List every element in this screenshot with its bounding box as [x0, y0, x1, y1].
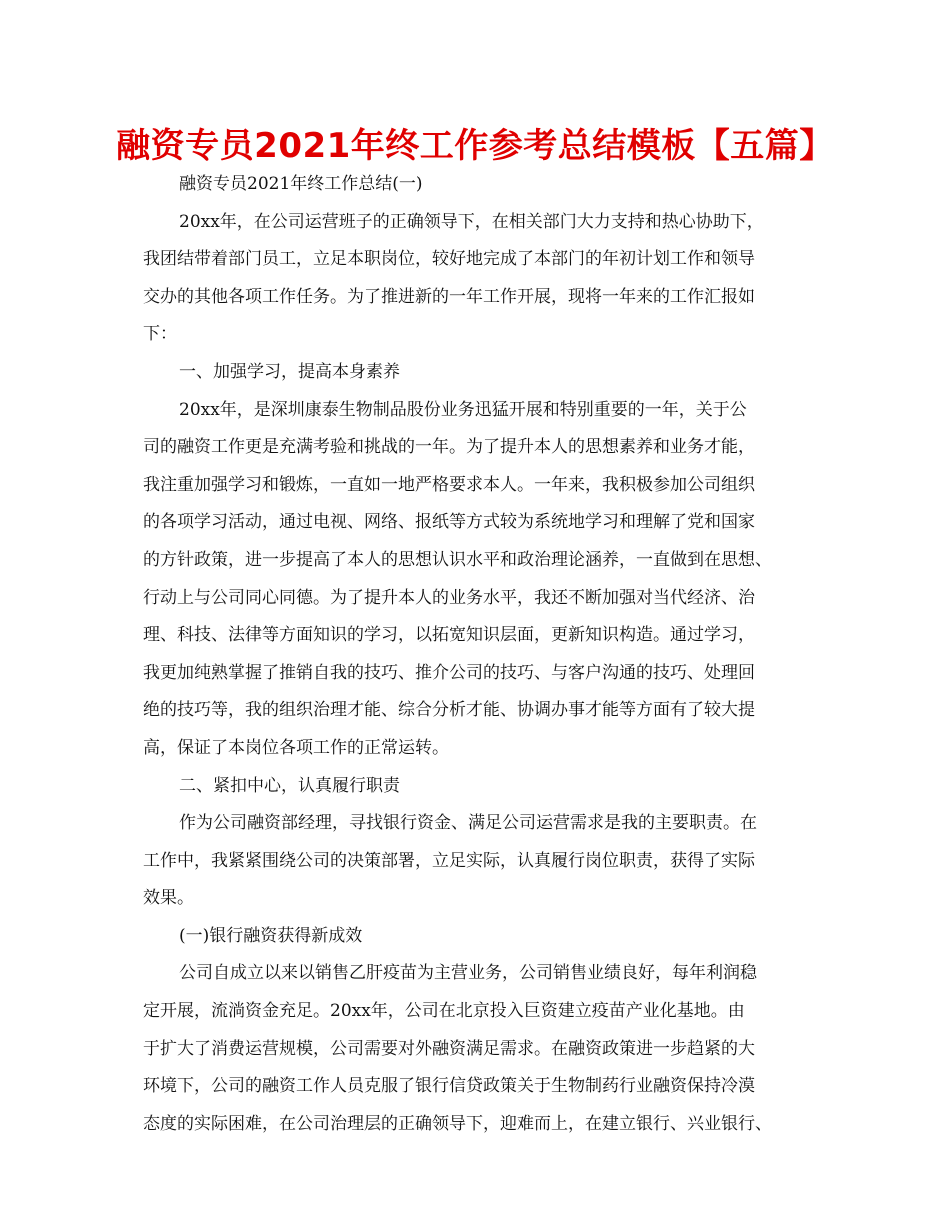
text-line: 下： [143, 324, 177, 345]
text-line: 司的融资工作更是充满考验和挑战的一年。为了提升本人的思想素养和业务才能， [143, 437, 755, 458]
text-line: 交办的其他各项工作任务。为了推进新的一年工作开展，现将一年来的工作汇报如 [143, 286, 755, 307]
text-line: 作为公司融资部经理，寻找银行资金、满足公司运营需求是我的主要职责。在 [179, 813, 757, 834]
text-line: 融资专员2021年终工作总结(一) [179, 174, 423, 194]
text-line: 的各项学习活动，通过电视、网络、报纸等方式较为系统地学习和理解了党和国家 [143, 512, 755, 533]
text-line: 定开展，流淌资金充足。20xx年，公司在北京投入巨资建立疫苗产业化基地。由 [143, 1001, 745, 1022]
text-line: 于扩大了消费运营规模，公司需要对外融资满足需求。在融资政策进一步趋紧的大 [143, 1038, 755, 1059]
text-line: 我团结带着部门员工，立足本职岗位，较好地完成了本部门的年初计划工作和领导 [143, 249, 755, 270]
text-line: 高，保证了本岗位各项工作的正常运转。 [143, 737, 449, 758]
text-line: 态度的实际困难，在公司治理层的正确领导下，迎难而上，在建立银行、兴业银行、 [143, 1113, 772, 1134]
text-line: 环境下，公司的融资工作人员克服了银行信贷政策关于生物制药行业融资保持冷漠 [143, 1076, 755, 1097]
text-line: 理、科技、法律等方面知识的学习，以拓宽知识层面，更新知识构造。通过学习， [143, 625, 755, 646]
text-line: 一、加强学习，提高本身素养 [179, 361, 400, 382]
text-line: (一)银行融资获得新成效 [179, 925, 363, 946]
text-line: 我更加纯熟掌握了推销自我的技巧、推介公司的技巧、与客户沟通的技巧、处理回 [143, 662, 755, 683]
text-line: 绝的技巧等，我的组织治理才能、综合分析才能、协调办事才能等方面有了较大提 [143, 700, 755, 721]
text-line: 工作中，我紧紧围绕公司的决策部署，立足实际，认真履行岗位职责，获得了实际 [143, 850, 755, 871]
text-line: 二、紧扣中心，认真履行职责 [179, 775, 400, 796]
text-line: 20xx年，是深圳康泰生物制品股份业务迅猛开展和特别重要的一年，关于公 [179, 399, 747, 420]
text-line: 行动上与公司同心同德。为了提升本人的业务水平，我还不断加强对当代经济、治 [143, 587, 755, 608]
text-line: 效果。 [143, 888, 194, 909]
text-line: 公司自成立以来以销售乙肝疫苗为主营业务，公司销售业绩良好，每年利润稳 [179, 963, 757, 984]
document-title: 融资专员2021年终工作参考总结模板【五篇】 [116, 126, 834, 166]
document-body [143, 166, 823, 1143]
text-line: 我注重加强学习和锻炼，一直如一地严格要求本人。一年来，我积极参加公司组织 [143, 474, 755, 495]
text-line: 的方针政策，进一步提高了本人的思想认识水平和政治理论涵养，一直做到在思想、 [143, 549, 772, 570]
text-line: 20xx年，在公司运营班子的正确领导下，在相关部门大力支持和热心协助下， [179, 211, 764, 232]
